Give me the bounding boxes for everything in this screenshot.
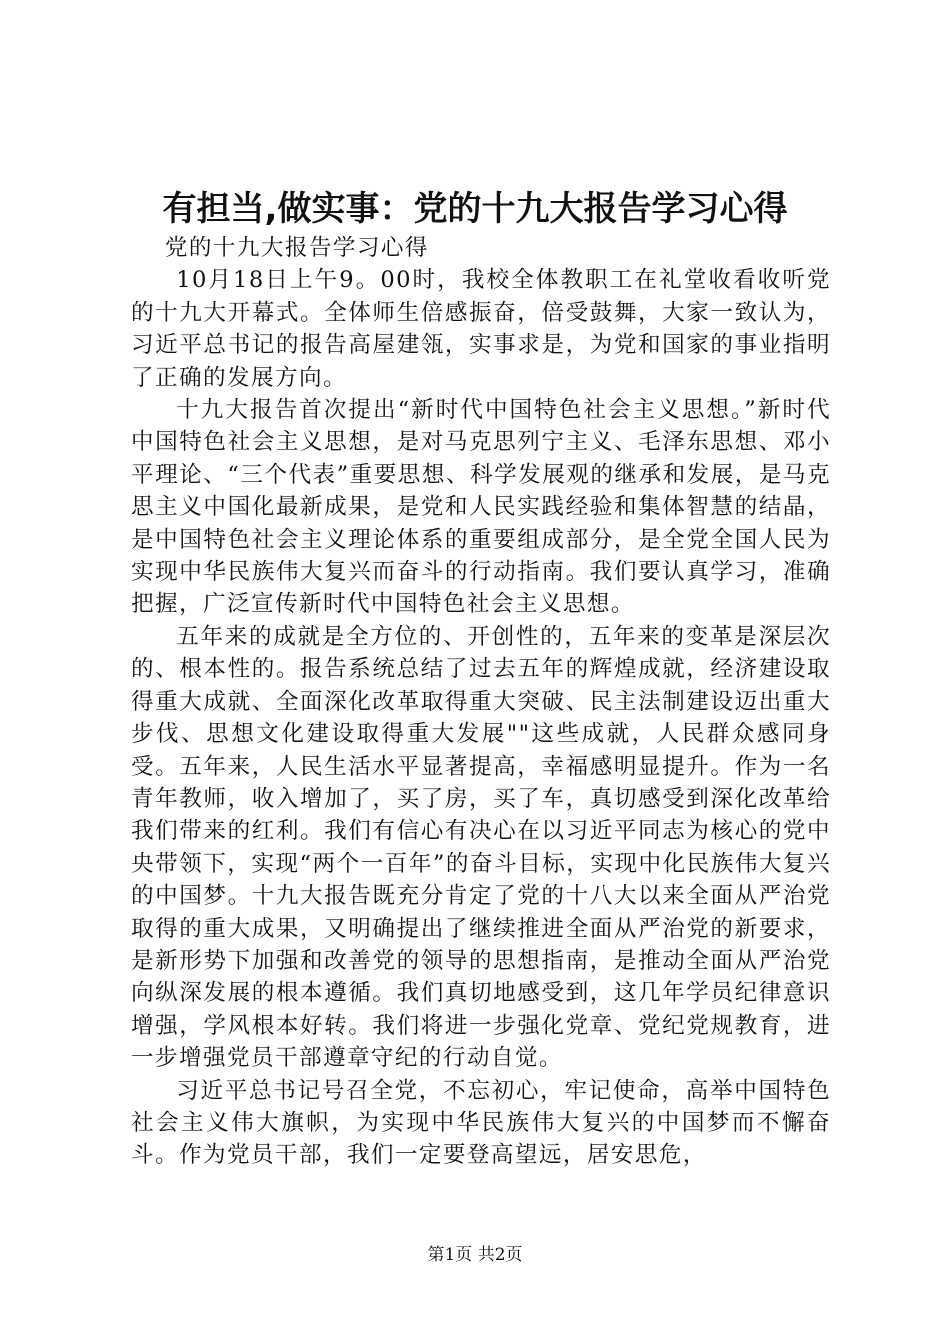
document-title: 有担当,做实事：党的十九大报告学习心得 [162, 189, 788, 229]
body-paragraph: 10月18日上午9。00时，我校全体教职工在礼堂收看收听党的十九大开幕式。全体师生倍感振奋，倍受鼓舞，大家一致认为，习近平总书记的报告高屋建瓴，实事求是，为党和国家的事业指明了正确的发展方向。 [131, 267, 831, 391]
body-paragraph: 十九大报告首次提出“新时代中国特色社会主义思想。”新时代中国特色社会主义思想，是对马克思列宁主义、毛泽东思想、邓小平理论、“三个代表”重要思想、科学发展观的继承和发展，是马克思主义中国化最新成果，是党和人民实践经验和集体智慧的结晶，是中国特色社会主义理论体系的重要组成部分，是全党全国人民为实现中华民族伟大复兴而奋斗的行动指南。我们要认真学习，准确把握，广泛宣传新时代中国特色社会主义思想。 [131, 397, 831, 618]
page-number: 第1页 共2页 [427, 1245, 523, 1265]
body-paragraph: 习近平总书记号召全党，不忘初心，牢记使命，高举中国特色社会主义伟大旗帜，为实现中华民族伟大复兴的中国梦而不懈奋斗。作为党员干部，我们一定要登高望远，居安思危， [131, 1077, 831, 1169]
document-body [131, 232, 831, 1172]
document-subtitle: 党的十九大报告学习心得 [164, 235, 429, 261]
body-paragraph: 五年来的成就是全方位的、开创性的，五年来的变革是深层次的、根本性的。报告系统总结了过去五年的辉煌成就，经济建设取得重大成就、全面深化改革取得重大突破、民主法制建设迈出重大步伐、思想文化建设取得重大发展""这些成就，人民群众感同身受。五年来，人民生活水平显著提高，幸福感明显提升。作为一名青年教师，收入增加了，买了房，买了车，真切感受到深化改革给我们带来的红利。我们有信心有决心在以习近平同志为核心的党中央带领下，实现“两个一百年”的奋斗目标，实现中化民族伟大复兴的中国梦。十九大报告既充分肯定了党的十八大以来全面从严治党取得的重大成果，又明确提出了继续推进全面从严治党的新要求，是新形势下加强和改善党的领导的思想指南，是推动全面从严治党向纵深发展的根本遵循。我们真切地感受到，这几年学员纪律意识增强，学风根本好转。我们将进一步强化党章、党纪党规教育，进一步增强党员干部遵章守纪的行动自觉。 [131, 623, 831, 1072]
